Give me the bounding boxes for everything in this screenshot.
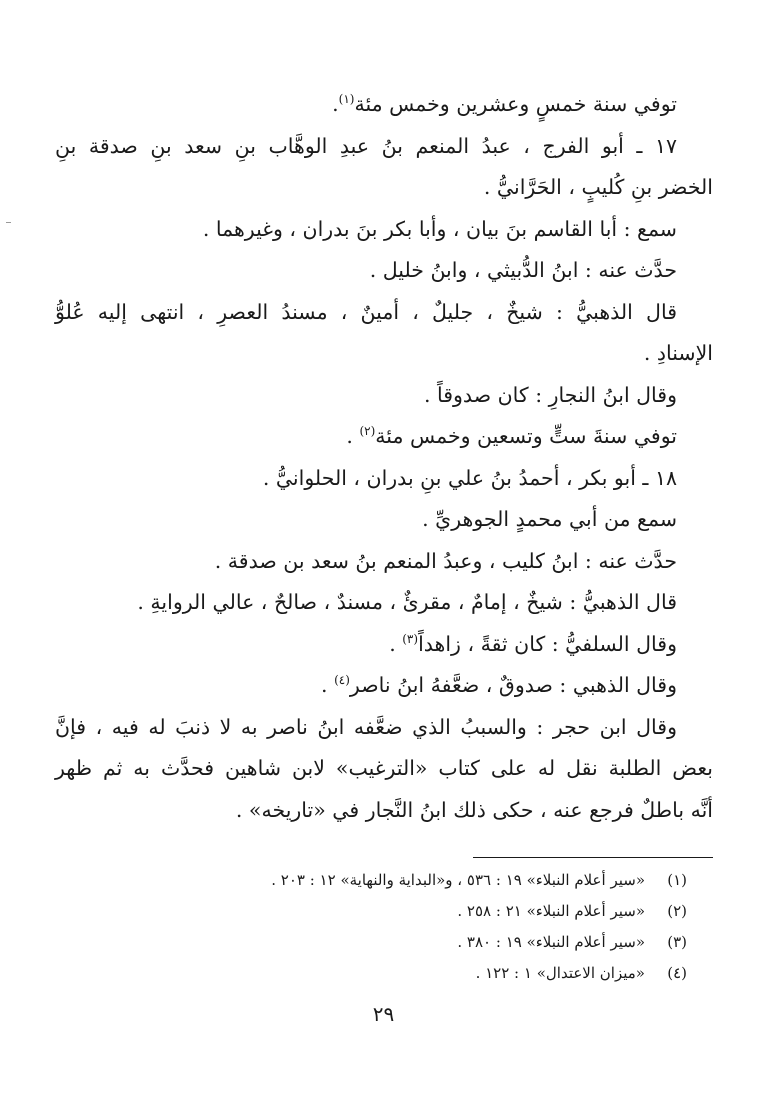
entry-heading-17: ١٧ ـ أبو الفرج ، عبدُ المنعم بنُ عبدِ الوهَّاب بنِ سعد بنِ صدقة بنِ [55, 133, 677, 158]
text-line: توفي سنةَ ستٍّ وتسعين وخمس مئة$^{(٢)}$ . [346, 424, 677, 448]
footnote-item [55, 927, 713, 958]
text-line: قال الذهبيُّ : شيخٌ ، جليلٌ ، أمينٌ ، مسندُ العصرِ ، انتهى إليه عُلوُّ [55, 299, 677, 324]
text-line: سمع : أبا القاسم بنَ بيان ، وأبا بكر بنَ بدران ، وغيرهما . [202, 216, 677, 241]
footnote-separator [473, 857, 713, 858]
footnote-text: «ميزان الاعتدال» ١ : ١٢٢ . [475, 964, 645, 982]
footnote-number: (١) [667, 871, 687, 889]
text-line: قال الذهبيُّ : شيخٌ ، إمامٌ ، مقرئٌ ، مسندٌ ، صالحٌ ، عالي الروايةِ . [137, 590, 677, 614]
footnote-text: «سير أعلام النبلاء» ١٩ : ٥٣٦ ، و«البداية والنهاية» ١٢ : ٢٠٣ . [271, 871, 645, 889]
page-number: ٢٩ [372, 1002, 395, 1026]
text-line: وقال الذهبي : صدوقٌ ، ضعَّفهُ ابنُ ناصر$^{(٤)}$ . [321, 673, 677, 697]
text-line: حدَّث عنه : ابنُ كليب ، وعبدُ المنعم بنُ سعد بن صدقة . [214, 548, 677, 573]
text-line: الإسنادِ . [643, 341, 713, 365]
footnote-number: (٣) [667, 933, 687, 951]
text-line: سمع من أبي محمدٍ الجوهريِّ . [422, 507, 677, 531]
footnote-marker[interactable]: (٣) [402, 631, 419, 646]
footnote-number: (٤) [667, 964, 687, 982]
footnote-text: «سير أعلام النبلاء» ١٩ : ٣٨٠ . [457, 933, 645, 951]
text-line: وقال ابنُ النجارِ : كان صدوقاً . [423, 382, 677, 407]
footnote-marker[interactable]: (١) [338, 92, 355, 107]
text-line: وقال ابن حجر : والسببُ الذي ضعَّفه ابنُ ناصر به لا ذنبَ له فيه ، فإنَّ [55, 714, 677, 739]
footnote-item [55, 865, 713, 896]
main-text [55, 84, 713, 831]
footnote-item [55, 896, 713, 927]
text-line: الخضر بنِ كُليبٍ ، الحَرَّانيُّ . [483, 175, 713, 199]
footnotes [55, 865, 713, 989]
footnote-text: «سير أعلام النبلاء» ٢١ : ٢٥٨ . [457, 902, 645, 920]
footnote-marker[interactable]: (٤) [334, 673, 350, 688]
entry-heading-18: ١٨ ـ أبو بكر ، أحمدُ بنُ علي بنِ بدران ، الحلوانيُّ . [262, 465, 677, 490]
footnote-marker[interactable]: (٢) [359, 424, 376, 439]
text-line: أنَّه باطلٌ فرجع عنه ، حكى ذلك ابنُ النَّجار في «تاريخه» . [235, 797, 713, 822]
footnote-number: (٢) [667, 902, 687, 920]
margin-mark [6, 222, 11, 223]
text-line: توفي سنة خمسٍ وعشرين وخمس مئة$^{(١)}$. [332, 92, 677, 116]
footnote-item [55, 958, 713, 989]
text-line: حدَّث عنه : ابنُ الدُّبيثي ، وابنُ خليل . [369, 258, 677, 282]
text-line: بعض الطلبة نقل له على كتاب «الترغيب» لابن شاهين فحدَّث به ثم ظهر [55, 756, 713, 780]
text-line: وقال السلفيُّ : كان ثقةً ، زاهداً$^{(٣)}$ . [389, 631, 677, 656]
